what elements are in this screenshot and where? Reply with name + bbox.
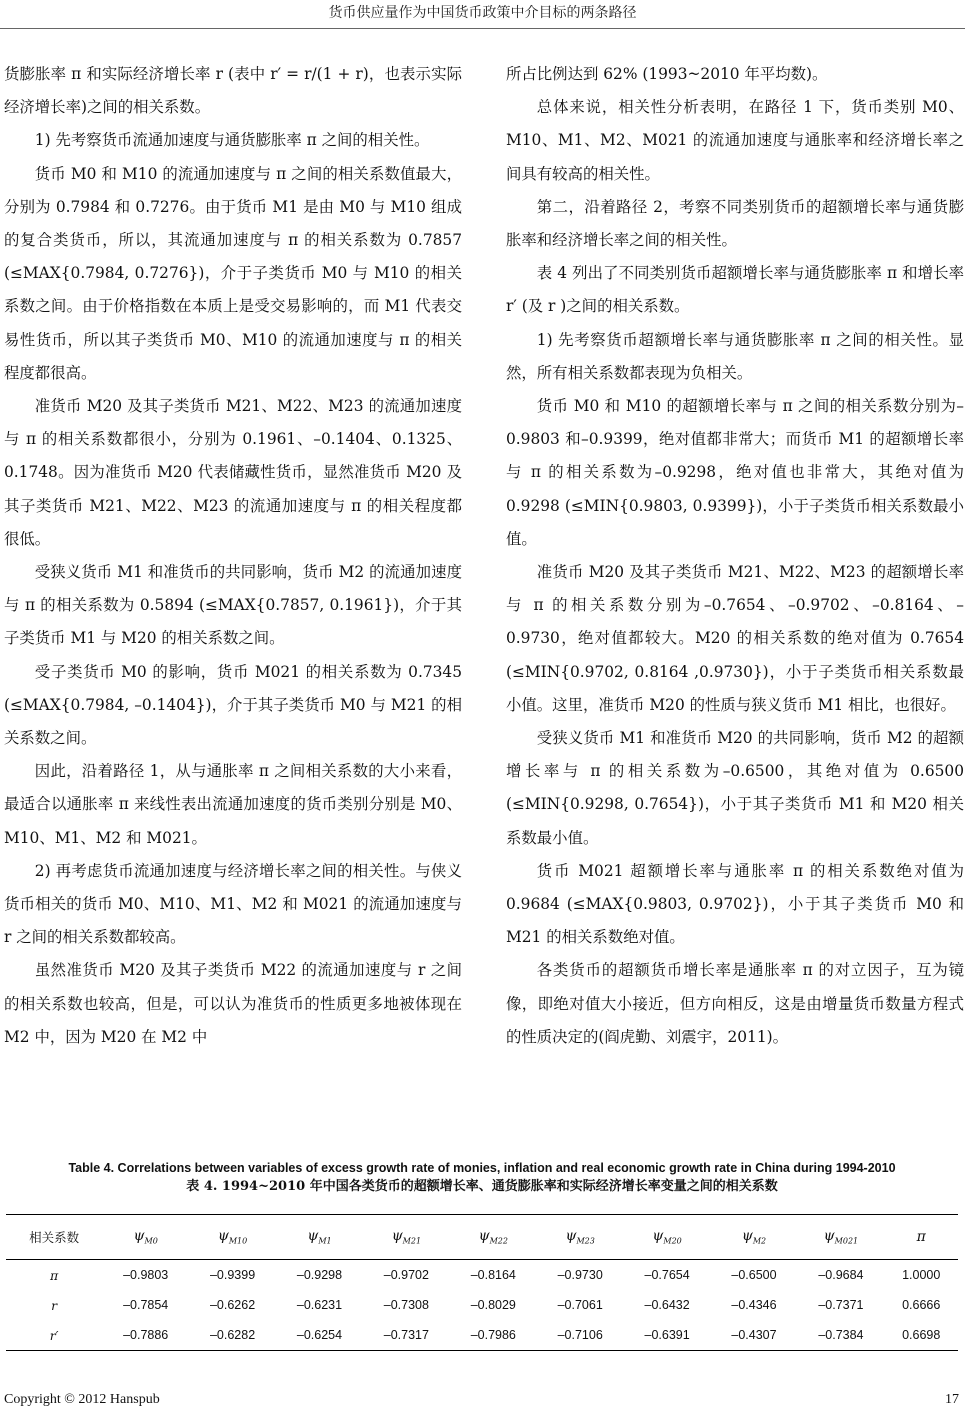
paragraph: 1) 先考察货币超额增长率与通货膨胀率 π 之间的相关性。显然，所有相关系数都表现为负相关。 <box>506 330 964 382</box>
column-header <box>711 1215 798 1260</box>
table-cell: –0.7986 <box>450 1320 537 1351</box>
column-symbol: ψ <box>652 1228 664 1245</box>
table-cell: 0.6698 <box>884 1320 958 1351</box>
table-cell: –0.8029 <box>470 1298 516 1312</box>
page-number: 17 <box>945 1392 959 1407</box>
paragraph: 虽然准货币 M20 及其子类货币 M22 的流通加速度与 r 之间的相关系数也较高，但是，可以认为准货币的性质更多地被体现在 M2 中，因为 M20 在 M2 中 <box>4 961 462 1046</box>
column-symbol: ψ <box>391 1228 403 1245</box>
table-cell: –0.9730 <box>557 1268 603 1282</box>
table-cell: 0.6666 <box>902 1298 941 1312</box>
paragraph: 受狭义货币 M1 和准货币的共同影响，货币 M2 的流通加速度与 π 的相关系数为 0.5894 (≤MAX{0.7857, 0.1961})，介于其子类货币 M1 与 M20 的相关系数之间。 <box>4 563 462 648</box>
copyright: Copyright © 2012 Hanspub <box>4 1392 160 1407</box>
table-row <box>6 1260 958 1291</box>
row-label: π <box>49 1267 59 1283</box>
column-header <box>189 1215 276 1260</box>
column-subscript: M2 <box>752 1236 767 1246</box>
header-rule <box>0 28 965 29</box>
column-subscript: M10 <box>228 1236 248 1246</box>
column-header <box>276 1215 363 1260</box>
paragraph: 总体来说，相关性分析表明，在路径 1 下，货币类别 M0、M10、M1、M2、M021 的流通加速度与通胀率和经济增长率之间具有较高的相关性。 <box>506 98 964 183</box>
paragraph: 货币 M0 和 M10 的流通加速度与 π 之间的相关系数值最大，分别为 0.7984 和 0.7276。由于货币 M1 是由 M0 与 M10 组成的复合类货币，所以，其流通加速度与 π 的相关系数为 0.7857 (≤MAX{0.7984, 0.7276})，介于子类货币 M0 与 M10 的相关系数之间。由于价格指数在本质上是受交易影响的，而 M1 代表交易性货币，所以其子类货币 M0、M10 的流通加速度与 π 的相关程度都很高。 <box>4 164 462 382</box>
paragraph: 所占比例达到 62% (1993~2010 年平均数)。 <box>506 65 828 83</box>
table-cell: –0.8164 <box>470 1268 516 1282</box>
paragraph: 货币 M021 超额增长率与通胀率 π 的相关系数绝对值为 0.9684 (≤MAX{0.9803, 0.9702})，小于其子类货币 M0 和 M21 的相关系数绝对值。 <box>506 861 964 947</box>
column-header <box>450 1215 537 1260</box>
column-subscript: M21 <box>402 1236 422 1246</box>
table-caption-zh: 表 4. 1994~2010 年中国各类货币的超额增长率、通货膨胀率和实际经济增长率变量之间的相关系数 <box>186 1179 778 1194</box>
column-symbol: ψ <box>307 1228 319 1245</box>
column-subscript: M22 <box>489 1236 508 1246</box>
table-cell: –0.9298 <box>296 1268 343 1282</box>
table-cell: –0.4307 <box>711 1320 798 1351</box>
table-cell: –0.7854 <box>123 1298 169 1312</box>
paragraph: 第二，沿着路径 2，考察不同类别货币的超额增长率与通货膨胀率和经济增长率之间的相关性。 <box>506 197 964 250</box>
paragraph: 受狭义货币 M1 和准货币 M20 的共同影响，货币 M2 的超额增长率与 π 的相关系数为–0.6500，其绝对值为 0.6500 (≤MIN{0.9298, 0.7654})，小于其子类货币 M1 和 M20 相关系数最小值。 <box>506 729 964 847</box>
table-cell: –0.7061 <box>557 1298 603 1312</box>
column-subscript: M23 <box>576 1236 595 1246</box>
table-cell: –0.6500 <box>731 1268 777 1282</box>
page-footer <box>0 1392 965 1414</box>
row-label: r′ <box>6 1320 102 1351</box>
column-subscript: M021 <box>834 1236 859 1246</box>
column-header <box>363 1215 450 1260</box>
table-header-row <box>6 1215 958 1260</box>
column-symbol: ψ <box>133 1228 145 1245</box>
column-subscript: M0 <box>144 1236 158 1246</box>
left-column <box>4 58 462 1054</box>
table-corner-cell: 相关系数 <box>6 1215 102 1260</box>
table-section <box>6 1160 958 1351</box>
table-cell: –0.7654 <box>644 1268 690 1282</box>
running-header-title: 货币供应量作为中国货币政策中介目标的两条路径 <box>328 5 637 21</box>
column-symbol: ψ <box>823 1228 835 1245</box>
column-subscript: M20 <box>663 1236 682 1246</box>
table-cell: 1.0000 <box>902 1268 941 1282</box>
column-symbol: ψ <box>217 1228 229 1245</box>
column-symbol: π <box>916 1229 926 1245</box>
paragraph: 表 4 列出了不同类别货币超额增长率与通货膨胀率 π 和增长率 r′ (及 r )之间的相关系数。 <box>506 264 964 316</box>
paragraph: 2) 再考虑货币流通加速度与经济增长率之间的相关性。与侠义货币相关的货币 M0、M10、M1、M2 和 M021 的流通加速度与 r 之间的相关系数都较高。 <box>4 861 462 947</box>
column-symbol: ψ <box>565 1228 577 1245</box>
table-cell: –0.9399 <box>209 1268 256 1282</box>
paragraph: 1) 先考察货币流通加速度与通货膨胀率 π 之间的相关性。 <box>34 131 430 150</box>
table-cell: –0.7886 <box>102 1320 189 1351</box>
paragraph: 准货币 M20 及其子类货币 M21、M22、M23 的超额增长率与 π 的相关系数分别为–0.7654、–0.9702、–0.8164、–0.9730，绝对值都较大。M20 的相关系数的绝对值为 0.7654 (≤MIN{0.9702, 0.8164 ,0.9730})，小于子类货币相关系数最小值。这里，准货币 M20 的性质与狭义货币 M1 相比，也很好。 <box>506 563 964 714</box>
table-cell: –0.6391 <box>624 1320 711 1351</box>
table-caption-en: Table 4. Correlations between variables of excess growth rate of monies, inflation and real economic growth rate in China during 1994-2010 <box>68 1161 896 1175</box>
table-row <box>6 1290 958 1320</box>
table-cell: –0.7106 <box>537 1320 624 1351</box>
column-header <box>102 1215 189 1260</box>
correlation-table <box>6 1214 958 1351</box>
column-header <box>537 1215 624 1260</box>
table-cell: –0.6282 <box>189 1320 276 1351</box>
table-cell: –0.6262 <box>209 1298 256 1312</box>
table-cell: –0.9684 <box>818 1268 864 1282</box>
table-cell: –0.7317 <box>363 1320 450 1351</box>
table-cell: –0.4346 <box>731 1298 777 1312</box>
column-header <box>797 1215 884 1260</box>
column-header <box>624 1215 711 1260</box>
table-cell: –0.6254 <box>276 1320 363 1351</box>
table-row <box>6 1320 958 1351</box>
paragraph: 因此，沿着路径 1，从与通胀率 π 之间相关系数的大小来看，最适合以通胀率 π 来线性表出流通加速度的货币类别分别是 M0、M10、M1、M2 和 M021。 <box>4 762 462 847</box>
table-cell: –0.6432 <box>644 1298 690 1312</box>
paragraph: 各类货币的超额货币增长率是通胀率 π 的对立因子，互为镜像，即绝对值大小接近，但方向相反，这是由增量货币数量方程式的性质决定的(阎虎勤、刘震宇，2011)。 <box>506 961 964 1046</box>
paragraph: 货币 M0 和 M10 的超额增长率与 π 之间的相关系数分别为–0.9803 和–0.9399，绝对值都非常大；而货币 M1 的超额增长率与 π 的相关系数为–0.9298，绝对值也非常大，其绝对值为 0.9298 (≤MIN{0.9803, 0.9399})，小于子类货币相关系数最小值。 <box>506 397 964 548</box>
paragraph: 受子类货币 M0 的影响，货币 M021 的相关系数为 0.7345 (≤MAX{0.7984, –0.1404})，介于其子类货币 M0 与 M21 的相关系数之间。 <box>4 662 462 748</box>
row-label: r <box>51 1297 58 1313</box>
table-cell: –0.9702 <box>383 1268 429 1282</box>
column-symbol: ψ <box>478 1228 490 1245</box>
table-cell: –0.9803 <box>123 1268 169 1282</box>
table-cell: –0.6231 <box>296 1298 343 1312</box>
right-column <box>506 58 964 1054</box>
column-header <box>884 1215 958 1260</box>
column-symbol: ψ <box>741 1228 753 1245</box>
table-cell: –0.7384 <box>797 1320 884 1351</box>
column-subscript: M1 <box>318 1236 332 1246</box>
paragraph: 货膨胀率 π 和实际经济增长率 r (表中 r′ = r/(1 + r)，也表示实际经济增长率)之间的相关系数。 <box>4 65 462 117</box>
table-cell: –0.7371 <box>818 1298 864 1312</box>
table-cell: –0.7308 <box>383 1298 429 1312</box>
paragraph: 准货币 M20 及其子类货币 M21、M22、M23 的流通加速度与 π 的相关系数都很小，分别为 0.1961、–0.1404、0.1325、0.1748。因为准货币 M20 代表储藏性货币，显然准货币 M20 及其子类货币 M21、M22、M23 的流通加速度与 π 的相关程度都很低。 <box>4 397 462 548</box>
